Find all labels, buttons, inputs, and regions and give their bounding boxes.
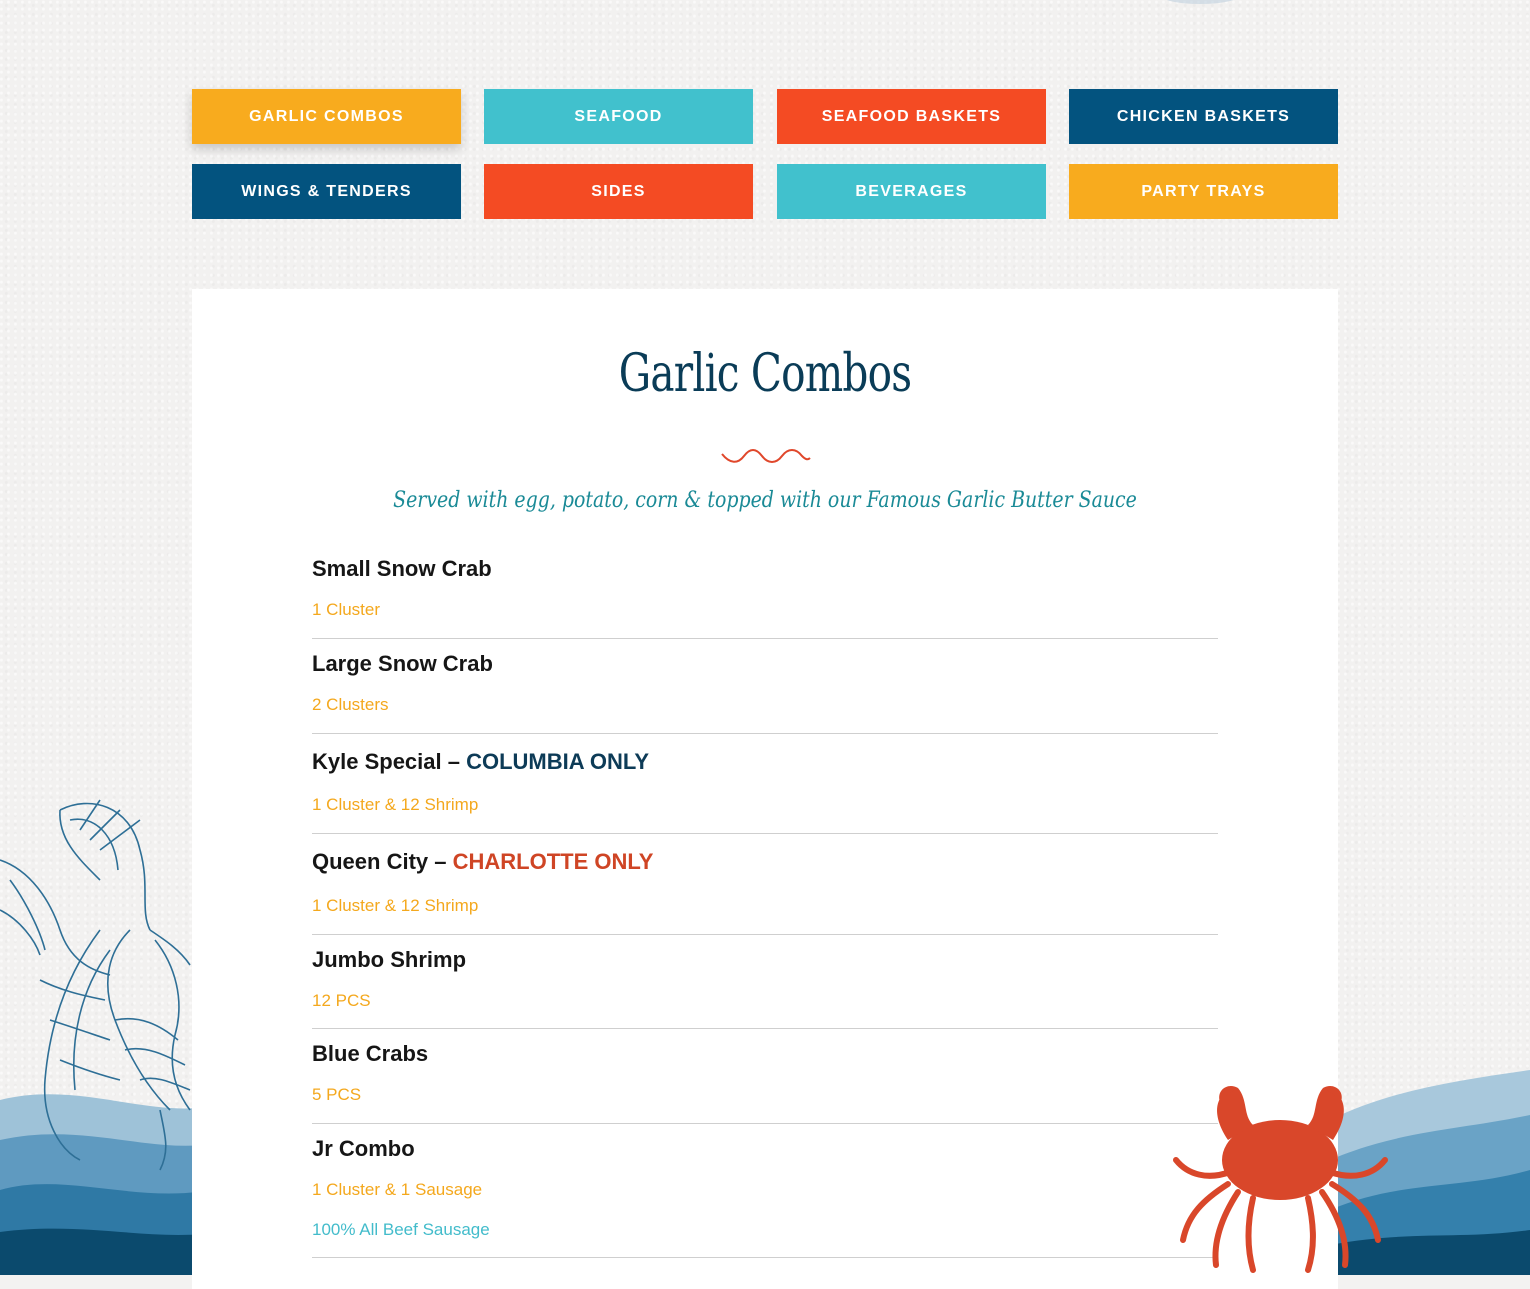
category-sides-button[interactable]: SIDES <box>484 164 753 219</box>
item-divider <box>312 733 1218 734</box>
item-desc: 5 PCS <box>312 1085 362 1104</box>
item-divider <box>312 934 1218 935</box>
item-desc: 1 Cluster & 12 Shrimp <box>312 896 479 915</box>
category-seafood-button[interactable]: SEAFOOD <box>484 89 753 144</box>
item-location-note: COLUMBIA ONLY <box>466 749 650 774</box>
item-desc: 1 Cluster <box>312 600 381 619</box>
category-party-trays-button[interactable]: PARTY TRAYS <box>1069 164 1338 219</box>
item-desc-secondary: 100% All Beef Sausage <box>312 1220 490 1239</box>
menu-item <box>312 651 1218 677</box>
item-name <box>312 749 1218 775</box>
category-wings-tenders-button[interactable]: WINGS & TENDERS <box>192 164 461 219</box>
item-name <box>312 849 1218 875</box>
category-garlic-combos-button[interactable]: GARLIC COMBOS <box>192 89 461 144</box>
menu-item <box>312 749 1218 775</box>
item-name: Jumbo Shrimp <box>312 947 467 972</box>
squiggle-divider-icon <box>720 446 812 466</box>
menu-item <box>312 1041 1218 1067</box>
item-name: Jr Combo <box>312 1136 415 1161</box>
category-chicken-baskets-button[interactable]: CHICKEN BASKETS <box>1069 89 1338 144</box>
item-desc: 12 PCS <box>312 991 371 1010</box>
menu-item <box>312 1136 1218 1162</box>
menu-item <box>312 556 1218 582</box>
item-desc-wrap <box>312 600 1218 620</box>
item-divider <box>312 638 1218 639</box>
item-desc-wrap <box>312 695 1218 715</box>
item-divider <box>312 1028 1218 1029</box>
item-location-note: CHARLOTTE ONLY <box>452 849 654 874</box>
item-desc-wrap <box>312 896 1218 916</box>
menu-item <box>312 947 1218 973</box>
lobster-illustration-icon <box>0 790 200 1190</box>
item-desc-wrap <box>312 1180 1218 1200</box>
item-divider <box>312 1257 1218 1258</box>
section-subtitle: Served with egg, potato, corn & topped with our Famous Garlic Butter Sauce <box>393 488 1137 513</box>
item-desc: 1 Cluster & 1 Sausage <box>312 1180 483 1199</box>
item-divider <box>312 833 1218 834</box>
item-name: Large Snow Crab <box>312 651 493 676</box>
item-name-text: Kyle Special – <box>312 749 467 774</box>
item-name: Small Snow Crab <box>312 556 492 581</box>
item-desc-wrap <box>312 1085 1218 1105</box>
item-desc2-wrap <box>312 1220 1218 1240</box>
item-desc: 2 Clusters <box>312 695 389 714</box>
item-desc: 1 Cluster & 12 Shrimp <box>312 795 479 814</box>
item-divider <box>312 1123 1218 1124</box>
section-title: Garlic Combos <box>618 344 912 404</box>
item-desc-wrap <box>312 795 1218 815</box>
item-name-text: Queen City – <box>312 849 453 874</box>
menu-item <box>312 849 1218 875</box>
item-desc-wrap <box>312 991 1218 1011</box>
category-seafood-baskets-button[interactable]: SEAFOOD BASKETS <box>777 89 1046 144</box>
category-beverages-button[interactable]: BEVERAGES <box>777 164 1046 219</box>
item-name: Blue Crabs <box>312 1041 429 1066</box>
crab-illustration-icon <box>1168 1080 1393 1275</box>
